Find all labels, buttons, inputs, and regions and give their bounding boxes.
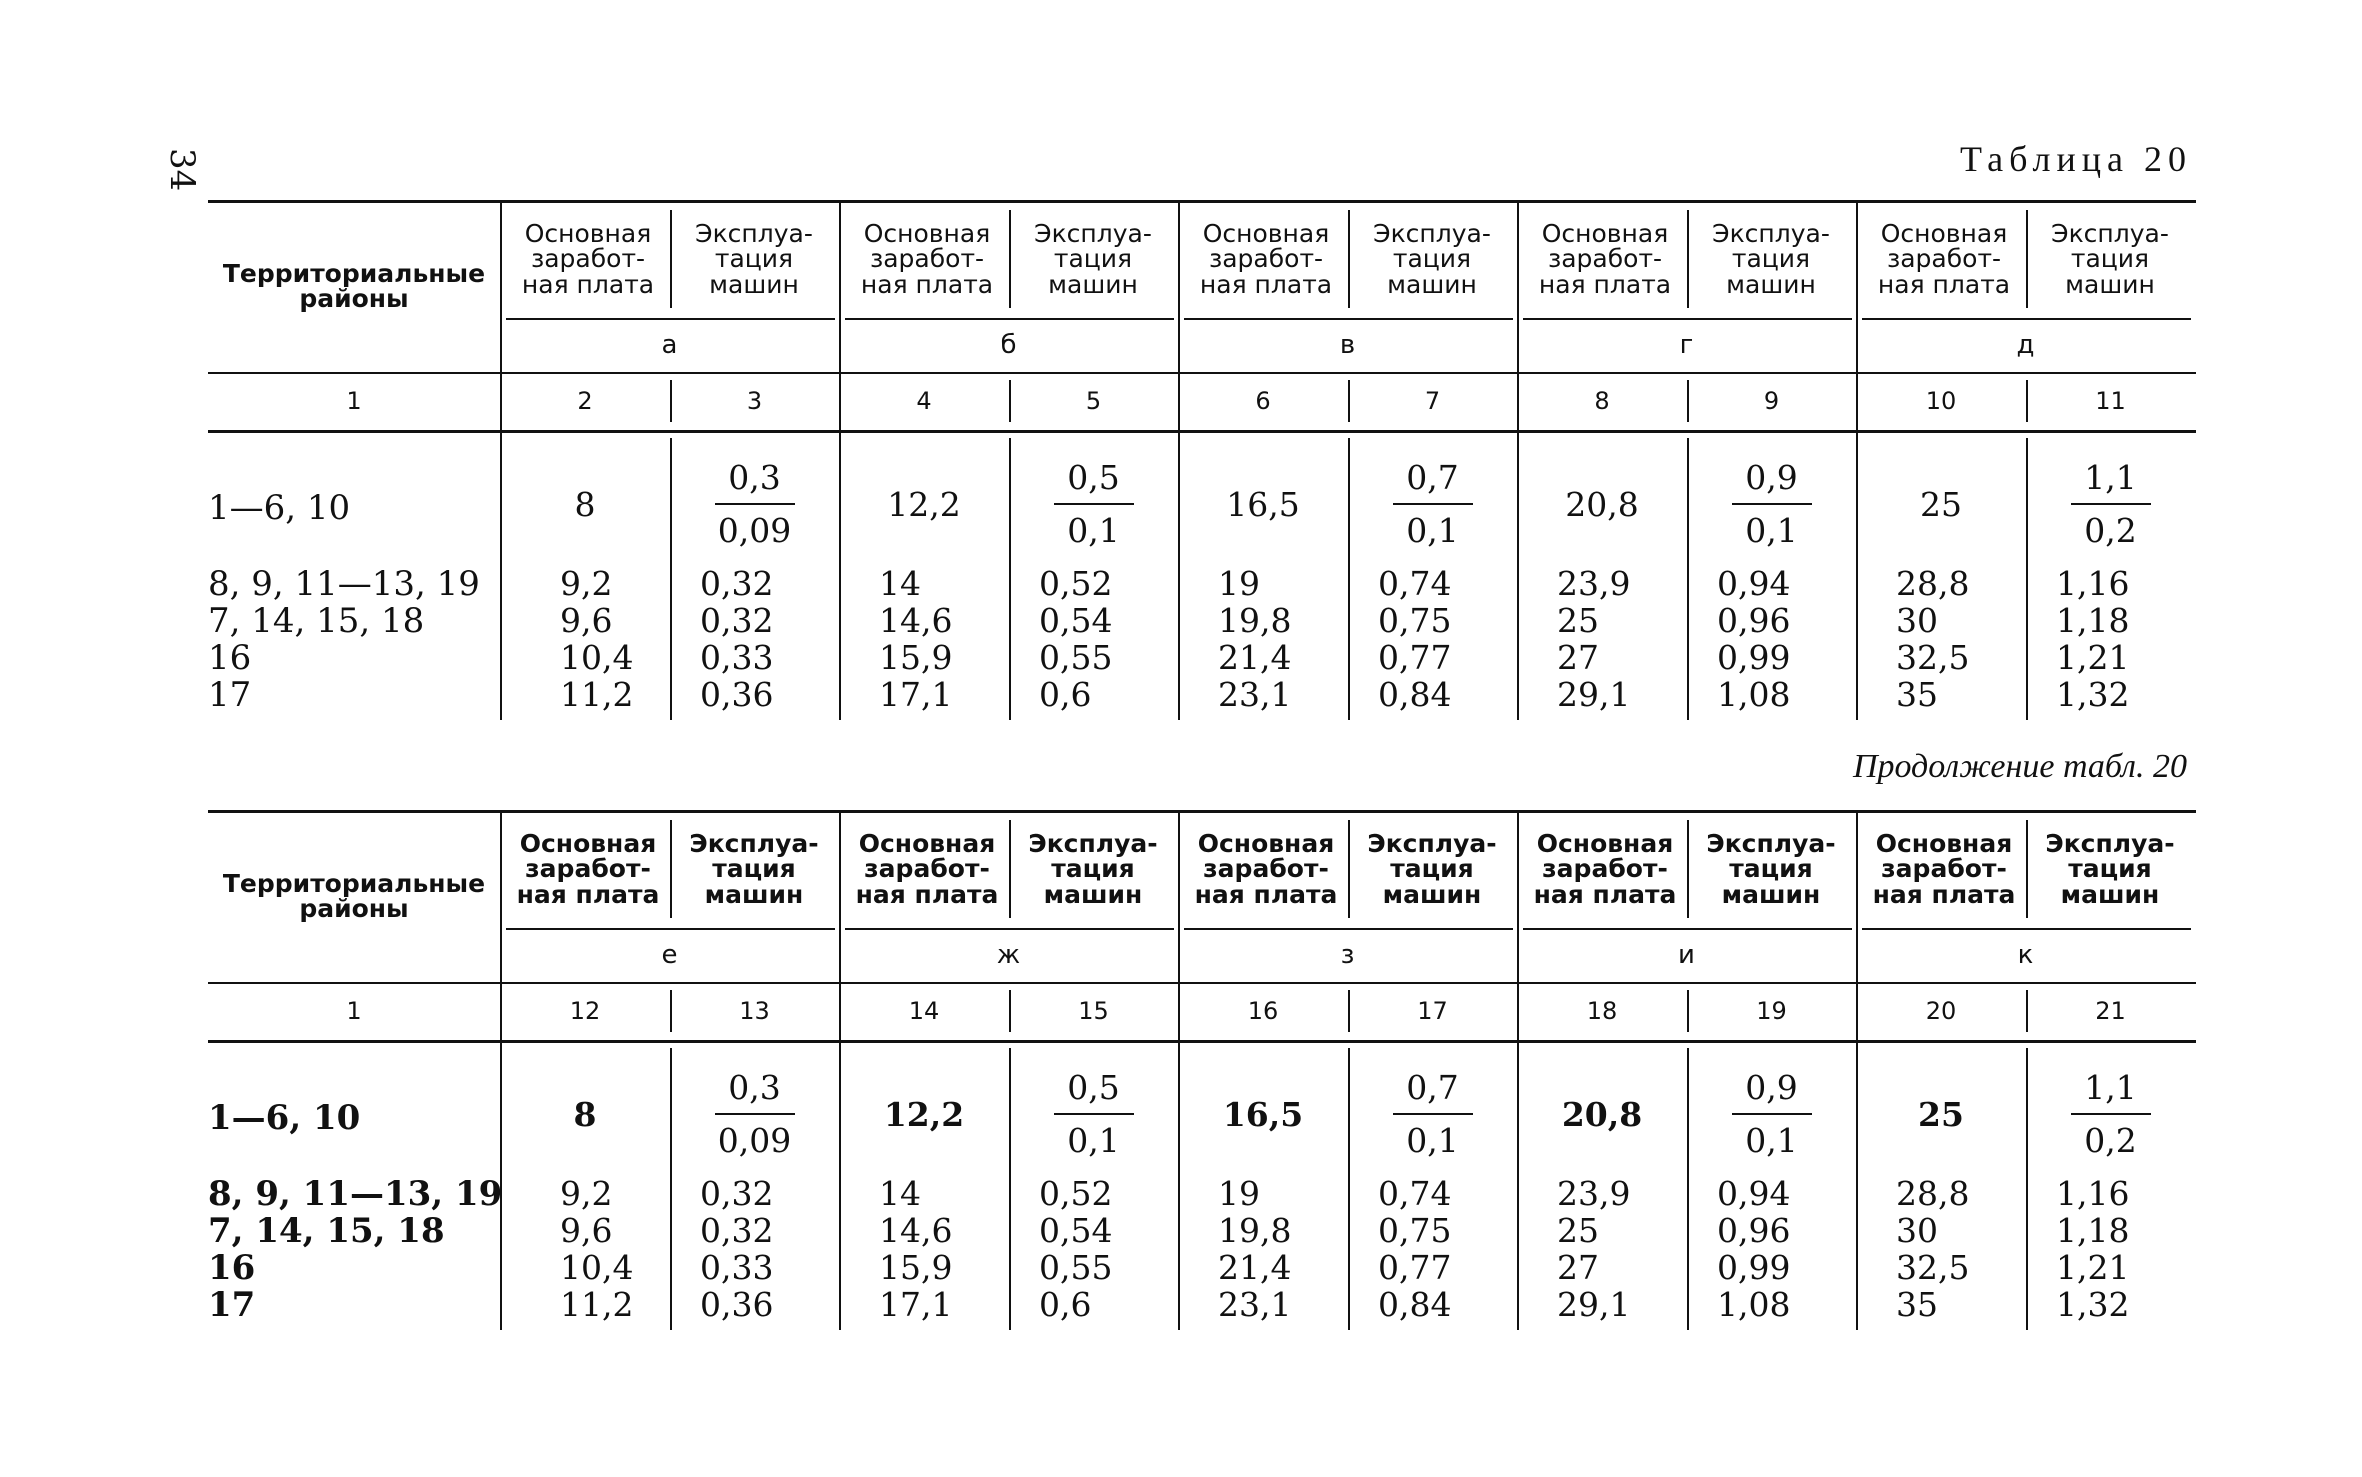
column-rule xyxy=(1348,820,1350,918)
machine-operation-value: 0,52 xyxy=(1039,1174,1113,1213)
rule-line xyxy=(208,430,2196,433)
machine-operation-header: Эксплуа-тация машин xyxy=(1712,218,1830,299)
column-rule xyxy=(1009,820,1011,918)
column-rule xyxy=(1687,990,1689,1032)
base-wage-value: 11,2 xyxy=(560,1285,634,1324)
base-wage-value: 30 xyxy=(1896,1211,1938,1250)
machine-operation-fraction xyxy=(1687,458,1856,550)
column-number: 10 xyxy=(1925,386,1957,415)
machine-operation-value: 1,16 xyxy=(2056,1174,2130,1213)
column-rule xyxy=(1517,810,1519,1330)
base-wage-value: 29,1 xyxy=(1557,1285,1631,1324)
fraction-numerator: 0,3 xyxy=(728,458,781,497)
base-wage-value: 21,4 xyxy=(1218,638,1292,677)
rule-line xyxy=(208,200,2196,203)
column-rule xyxy=(1517,200,1519,720)
base-wage-value: 25 xyxy=(1557,1211,1599,1250)
base-wage-header: Основная заработ-ная плата xyxy=(1199,218,1333,299)
base-wage-value: 14,6 xyxy=(879,601,953,640)
base-wage-value: 25 xyxy=(1557,601,1599,640)
base-wage-value: 23,9 xyxy=(1557,564,1631,603)
machine-operation-value: 0,52 xyxy=(1039,564,1113,603)
machine-operation-fraction xyxy=(670,1068,839,1160)
region-label: 8, 9, 11—13, 19 xyxy=(208,1174,503,1214)
column-number: 7 xyxy=(1424,386,1441,415)
base-wage-value: 16,5 xyxy=(1222,1095,1304,1135)
column-number: 16 xyxy=(1247,996,1279,1025)
column-number: 15 xyxy=(1078,996,1109,1025)
base-wage-value: 27 xyxy=(1557,1248,1599,1287)
group-letter: в xyxy=(1339,329,1356,360)
base-wage-value: 28,8 xyxy=(1896,1174,1970,1213)
machine-operation-header: Эксплуа-тация машин xyxy=(689,828,819,909)
region-label: 16 xyxy=(208,1248,256,1288)
column-number: 18 xyxy=(1586,996,1618,1025)
column-rule xyxy=(839,200,841,720)
region-header: Территориальные районы xyxy=(222,868,486,923)
base-wage-value: 9,6 xyxy=(560,601,613,640)
machine-operation-fraction xyxy=(1348,1068,1517,1160)
base-wage-value: 25 xyxy=(1920,485,1962,525)
region-label: 8, 9, 11—13, 19 xyxy=(208,564,480,604)
column-rule xyxy=(670,210,672,308)
base-wage-value: 19 xyxy=(1218,1174,1260,1213)
machine-operation-header: Эксплуа-тация машин xyxy=(1706,828,1836,909)
column-number: 1 xyxy=(346,996,362,1025)
machine-operation-header: Эксплуа-тация машин xyxy=(2051,218,2169,299)
machine-operation-value: 0,6 xyxy=(1039,675,1092,714)
column-number: 13 xyxy=(739,996,770,1025)
column-rule xyxy=(500,810,502,1330)
column-rule xyxy=(1687,210,1689,308)
column-rule xyxy=(1009,210,1011,308)
rule-line xyxy=(208,1040,2196,1043)
region-label: 16 xyxy=(208,638,252,678)
machine-operation-value: 1,21 xyxy=(2056,1248,2130,1287)
base-wage-value: 32,5 xyxy=(1896,638,1970,677)
fraction-bar xyxy=(1393,503,1473,505)
group-letter: и xyxy=(1678,939,1695,970)
base-wage-value: 23,9 xyxy=(1557,1174,1631,1213)
base-wage-value: 35 xyxy=(1896,675,1938,714)
machine-operation-value: 1,21 xyxy=(2056,638,2130,677)
machine-operation-fraction xyxy=(1009,1068,1178,1160)
machine-operation-value: 1,16 xyxy=(2056,564,2130,603)
base-wage-value: 19,8 xyxy=(1218,601,1292,640)
fraction-numerator: 0,3 xyxy=(728,1068,781,1107)
column-rule xyxy=(839,810,841,1330)
machine-operation-value: 0,74 xyxy=(1378,1174,1452,1213)
machine-operation-header: Эксплуа-тация машин xyxy=(695,218,813,299)
table-caption: Таблица 20 xyxy=(1960,139,2192,179)
base-wage-value: 11,2 xyxy=(560,675,634,714)
region-label: 17 xyxy=(208,1285,256,1325)
machine-operation-value: 0,77 xyxy=(1378,1248,1452,1287)
fraction-numerator: 0,5 xyxy=(1067,458,1120,497)
machine-operation-value: 0,33 xyxy=(700,638,774,677)
machine-operation-fraction xyxy=(2026,1068,2195,1160)
group-letter: д xyxy=(2016,329,2035,360)
machine-operation-value: 0,32 xyxy=(700,601,774,640)
machine-operation-value: 0,96 xyxy=(1717,1211,1791,1250)
group-letter: г xyxy=(1679,329,1694,360)
base-wage-value: 15,9 xyxy=(879,1248,953,1287)
base-wage-header: Основная заработ-ная плата xyxy=(521,218,655,299)
region-header: Территориальные районы xyxy=(222,258,486,313)
base-wage-header: Основная заработ-ная плата xyxy=(1872,828,2016,909)
base-wage-value: 27 xyxy=(1557,638,1599,677)
machine-operation-value: 1,32 xyxy=(2056,675,2130,714)
fraction-bar xyxy=(2071,1113,2151,1115)
fraction-denominator: 0,1 xyxy=(1067,1121,1120,1160)
column-number: 11 xyxy=(2095,386,2126,415)
column-rule xyxy=(1348,210,1350,308)
column-number: 3 xyxy=(746,386,763,415)
fraction-bar xyxy=(2071,503,2151,505)
group-letter: ж xyxy=(996,939,1021,970)
column-rule xyxy=(1009,380,1011,422)
group-letter: е xyxy=(661,939,678,970)
base-wage-header: Основная заработ-ная плата xyxy=(1533,828,1677,909)
column-rule xyxy=(670,820,672,918)
base-wage-value: 21,4 xyxy=(1218,1248,1292,1287)
region-label: 1—6, 10 xyxy=(208,488,351,528)
machine-operation-value: 0,77 xyxy=(1378,638,1452,677)
fraction-denominator: 0,1 xyxy=(1745,511,1798,550)
column-rule xyxy=(2026,990,2028,1032)
column-rule xyxy=(1856,810,1858,1330)
fraction-numerator: 0,9 xyxy=(1745,1068,1798,1107)
base-wage-header: Основная заработ-ная плата xyxy=(516,828,660,909)
column-number: 2 xyxy=(577,386,593,415)
machine-operation-value: 0,94 xyxy=(1717,1174,1791,1213)
base-wage-value: 9,6 xyxy=(560,1211,613,1250)
machine-operation-header: Эксплуа-тация машин xyxy=(1367,828,1497,909)
base-wage-value: 10,4 xyxy=(560,1248,634,1287)
fraction-bar xyxy=(1054,503,1134,505)
base-wage-value: 9,2 xyxy=(560,1174,613,1213)
column-rule xyxy=(1856,200,1858,720)
group-letter: б xyxy=(1000,329,1017,360)
column-number: 6 xyxy=(1255,386,1271,415)
machine-operation-value: 0,84 xyxy=(1378,675,1452,714)
region-label: 7, 14, 15, 18 xyxy=(208,601,425,641)
machine-operation-value: 0,32 xyxy=(700,564,774,603)
continuation-caption: Продолжение табл. 20 xyxy=(1852,748,2187,785)
column-number: 19 xyxy=(1756,996,1787,1025)
machine-operation-header: Эксплуа-тация машин xyxy=(1034,218,1152,299)
machine-operation-fraction xyxy=(1687,1068,1856,1160)
column-number: 21 xyxy=(2095,996,2126,1025)
machine-operation-value: 1,32 xyxy=(2056,1285,2130,1324)
base-wage-value: 32,5 xyxy=(1896,1248,1970,1287)
base-wage-value: 19,8 xyxy=(1218,1211,1292,1250)
fraction-denominator: 0,09 xyxy=(717,1121,792,1160)
machine-operation-fraction xyxy=(1348,458,1517,550)
machine-operation-value: 1,18 xyxy=(2056,1211,2130,1250)
region-label: 7, 14, 15, 18 xyxy=(208,1211,445,1251)
base-wage-header: Основная заработ-ная плата xyxy=(855,828,999,909)
fraction-bar xyxy=(1732,1113,1812,1115)
base-wage-header: Основная заработ-ная плата xyxy=(1538,218,1672,299)
column-number: 12 xyxy=(569,996,601,1025)
fraction-denominator: 0,1 xyxy=(1406,1121,1459,1160)
machine-operation-value: 0,75 xyxy=(1378,1211,1452,1250)
base-wage-value: 8 xyxy=(574,485,596,525)
machine-operation-fraction xyxy=(1009,458,1178,550)
column-rule xyxy=(2026,820,2028,918)
machine-operation-header: Эксплуа-тация машин xyxy=(2045,828,2175,909)
base-wage-value: 10,4 xyxy=(560,638,634,677)
column-number: 1 xyxy=(346,386,362,415)
fraction-denominator: 0,1 xyxy=(1745,1121,1798,1160)
group-letter: з xyxy=(1340,939,1355,970)
rule-line xyxy=(208,810,2196,813)
base-wage-value: 23,1 xyxy=(1218,675,1292,714)
column-rule xyxy=(670,990,672,1032)
fraction-numerator: 0,5 xyxy=(1067,1068,1120,1107)
fraction-bar xyxy=(715,503,795,505)
fraction-numerator: 1,1 xyxy=(2084,458,2137,497)
column-rule xyxy=(500,200,502,720)
region-label: 1—6, 10 xyxy=(208,1098,361,1138)
base-wage-value: 20,8 xyxy=(1561,1095,1643,1135)
base-wage-value: 8 xyxy=(573,1095,597,1135)
fraction-numerator: 0,7 xyxy=(1406,458,1459,497)
fraction-denominator: 0,1 xyxy=(1067,511,1120,550)
base-wage-value: 29,1 xyxy=(1557,675,1631,714)
fraction-bar xyxy=(1054,1113,1134,1115)
fraction-numerator: 0,9 xyxy=(1745,458,1798,497)
machine-operation-value: 0,36 xyxy=(700,675,774,714)
base-wage-value: 19 xyxy=(1218,564,1260,603)
fraction-denominator: 0,09 xyxy=(717,511,792,550)
base-wage-value: 14 xyxy=(879,564,921,603)
base-wage-value: 9,2 xyxy=(560,564,613,603)
base-wage-header: Основная заработ-ная плата xyxy=(1194,828,1338,909)
machine-operation-value: 0,75 xyxy=(1378,601,1452,640)
fraction-numerator: 0,7 xyxy=(1406,1068,1459,1107)
machine-operation-value: 0,36 xyxy=(700,1285,774,1324)
column-rule xyxy=(1009,990,1011,1032)
column-number: 4 xyxy=(916,386,932,415)
column-rule xyxy=(1178,810,1180,1330)
column-number: 20 xyxy=(1925,996,1957,1025)
column-number: 8 xyxy=(1594,386,1610,415)
machine-operation-fraction xyxy=(670,458,839,550)
group-letter: к xyxy=(2017,939,2034,970)
base-wage-header: Основная заработ-ная плата xyxy=(860,218,994,299)
machine-operation-value: 0,96 xyxy=(1717,601,1791,640)
fraction-bar xyxy=(1393,1113,1473,1115)
base-wage-value: 25 xyxy=(1918,1095,1964,1135)
machine-operation-fraction xyxy=(2026,458,2195,550)
machine-operation-value: 0,54 xyxy=(1039,601,1113,640)
page-number: 34 xyxy=(162,148,202,192)
base-wage-value: 15,9 xyxy=(879,638,953,677)
machine-operation-value: 0,55 xyxy=(1039,638,1113,677)
machine-operation-value: 0,32 xyxy=(700,1174,774,1213)
base-wage-value: 17,1 xyxy=(879,675,953,714)
machine-operation-value: 0,54 xyxy=(1039,1211,1113,1250)
base-wage-header: Основная заработ-ная плата xyxy=(1877,218,2011,299)
machine-operation-value: 0,74 xyxy=(1378,564,1452,603)
column-number: 17 xyxy=(1417,996,1448,1025)
fraction-denominator: 0,2 xyxy=(2084,511,2137,550)
base-wage-value: 16,5 xyxy=(1226,485,1300,525)
machine-operation-value: 0,32 xyxy=(700,1211,774,1250)
column-rule xyxy=(1348,380,1350,422)
base-wage-value: 23,1 xyxy=(1218,1285,1292,1324)
machine-operation-value: 0,99 xyxy=(1717,1248,1791,1287)
fraction-denominator: 0,2 xyxy=(2084,1121,2137,1160)
column-rule xyxy=(2026,380,2028,422)
base-wage-value: 14 xyxy=(879,1174,921,1213)
machine-operation-value: 0,6 xyxy=(1039,1285,1092,1324)
column-rule xyxy=(1687,820,1689,918)
fraction-bar xyxy=(715,1113,795,1115)
base-wage-value: 35 xyxy=(1896,1285,1938,1324)
fraction-numerator: 1,1 xyxy=(2084,1068,2137,1107)
machine-operation-value: 0,55 xyxy=(1039,1248,1113,1287)
base-wage-value: 30 xyxy=(1896,601,1938,640)
machine-operation-value: 0,33 xyxy=(700,1248,774,1287)
base-wage-value: 28,8 xyxy=(1896,564,1970,603)
machine-operation-value: 0,94 xyxy=(1717,564,1791,603)
machine-operation-value: 1,18 xyxy=(2056,601,2130,640)
base-wage-value: 20,8 xyxy=(1565,485,1639,525)
column-number: 9 xyxy=(1763,386,1780,415)
column-rule xyxy=(1348,990,1350,1032)
column-rule xyxy=(2026,210,2028,308)
column-rule xyxy=(1687,380,1689,422)
machine-operation-header: Эксплуа-тация машин xyxy=(1028,828,1158,909)
machine-operation-value: 1,08 xyxy=(1717,1285,1791,1324)
fraction-bar xyxy=(1732,503,1812,505)
base-wage-value: 12,2 xyxy=(887,485,961,525)
machine-operation-header: Эксплуа-тация машин xyxy=(1373,218,1491,299)
column-rule xyxy=(1178,200,1180,720)
fraction-denominator: 0,1 xyxy=(1406,511,1459,550)
column-number: 5 xyxy=(1085,386,1102,415)
base-wage-value: 17,1 xyxy=(879,1285,953,1324)
region-label: 17 xyxy=(208,675,252,715)
machine-operation-value: 0,99 xyxy=(1717,638,1791,677)
column-number: 14 xyxy=(908,996,940,1025)
machine-operation-value: 0,84 xyxy=(1378,1285,1452,1324)
column-rule xyxy=(670,380,672,422)
machine-operation-value: 1,08 xyxy=(1717,675,1791,714)
base-wage-value: 14,6 xyxy=(879,1211,953,1250)
base-wage-value: 12,2 xyxy=(883,1095,965,1135)
group-letter: а xyxy=(661,329,678,360)
